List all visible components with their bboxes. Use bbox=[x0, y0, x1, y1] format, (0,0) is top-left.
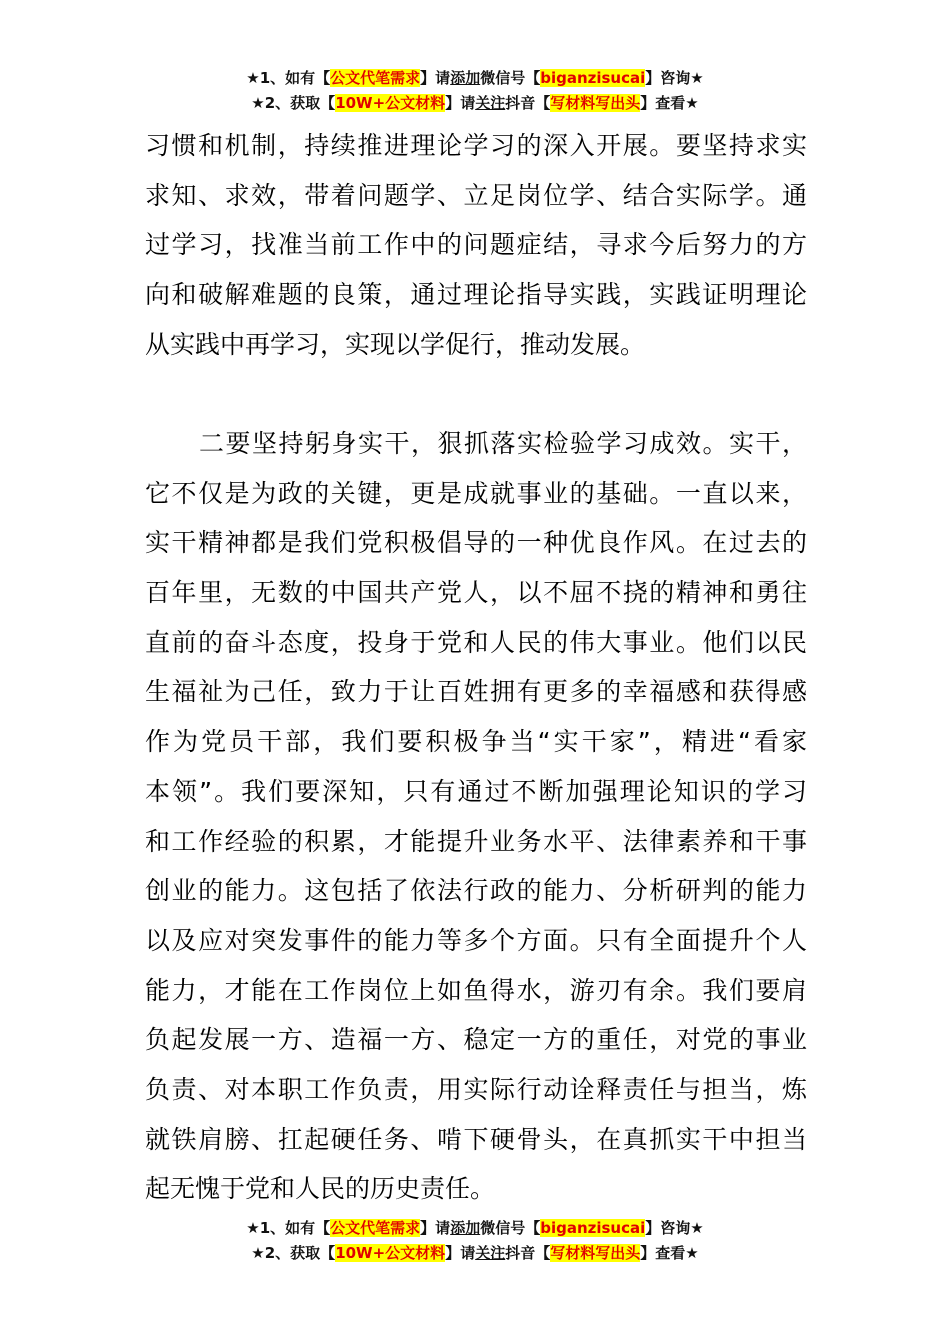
text-line: 就铁肩膀、扛起硬任务、啃下硬骨头，在真抓实干中担当 bbox=[145, 1124, 807, 1154]
text-line: 起无愧于党和人民的历史责任。 bbox=[145, 1174, 496, 1204]
text-line: 和工作经验的积累，才能提升业务水平、法律素养和干事 bbox=[145, 826, 807, 856]
text-line: 百年里，无数的中国共产党人，以不屈不挠的精神和勇往 bbox=[145, 578, 807, 608]
text-line: 本领”。我们要深知，只有通过不断加强理论知识的学习 bbox=[145, 776, 807, 806]
douyin-account: 写材料写出头 bbox=[550, 94, 641, 112]
wechat-id: biganzisucai bbox=[540, 69, 646, 87]
text-line: 直前的奋斗态度，投身于党和人民的伟大事业。他们以民 bbox=[145, 627, 807, 657]
promo-line-1: ★1、如有【公文代笔需求】请添加微信号【biganzisucai】咨询★ bbox=[246, 1219, 704, 1237]
text-line: 负责、对本职工作负责，用实际行动诠释责任与担当，炼 bbox=[145, 1074, 807, 1104]
promo-line-2: ★2、获取【10W+公文材料】请关注抖音【写材料写出头】查看★ bbox=[251, 94, 699, 112]
text-line: 能力，才能在工作岗位上如鱼得水，游刃有余。我们要肩 bbox=[145, 975, 807, 1005]
promo-line-1: ★1、如有【公文代笔需求】请添加微信号【biganzisucai】咨询★ bbox=[246, 69, 704, 87]
text-line: 以及应对突发事件的能力等多个方面。只有全面提升个人 bbox=[145, 925, 807, 955]
paragraph-1 bbox=[145, 121, 807, 369]
text-line: 过学习，找准当前工作中的问题症结，寻求今后努力的方 bbox=[145, 230, 807, 260]
promo-highlight: 公文代笔需求 bbox=[330, 69, 421, 87]
text-line: 创业的能力。这包括了依法行政的能力、分析研判的能力 bbox=[145, 876, 807, 906]
text-line: 负起发展一方、造福一方、稳定一方的重任，对党的事业 bbox=[145, 1025, 807, 1055]
paragraph-2 bbox=[145, 419, 807, 1214]
wechat-id: biganzisucai bbox=[540, 1219, 646, 1237]
text-line: 作为党员干部，我们要积极争当“实干家”，精进“看家 bbox=[145, 727, 807, 757]
text-line: 向和破解难题的良策，通过理论指导实践，实践证明理论 bbox=[145, 280, 807, 310]
douyin-account: 写材料写出头 bbox=[550, 1244, 641, 1262]
text-line: 求知、求效，带着问题学、立足岗位学、结合实际学。通 bbox=[145, 180, 807, 210]
promo-highlight: 10W+公文材料 bbox=[335, 94, 446, 112]
text-line: 它不仅是为政的关键，更是成就事业的基础。一直以来， bbox=[145, 478, 807, 508]
promo-banner-bottom bbox=[0, 1216, 950, 1266]
promo-banner-top bbox=[0, 66, 950, 116]
promo-line-2: ★2、获取【10W+公文材料】请关注抖音【写材料写出头】查看★ bbox=[251, 1244, 699, 1262]
text-line: 实干精神都是我们党积极倡导的一种优良作风。在过去的 bbox=[145, 528, 807, 558]
text-line: 习惯和机制，持续推进理论学习的深入开展。要坚持求实 bbox=[145, 131, 807, 160]
promo-highlight: 公文代笔需求 bbox=[330, 1219, 421, 1237]
text-line: 生福祉为己任，致力于让百姓拥有更多的幸福感和获得感 bbox=[145, 677, 807, 707]
text-line: 二要坚持躬身实干，狠抓落实检验学习成效。实干， bbox=[199, 429, 807, 458]
promo-highlight: 10W+公文材料 bbox=[335, 1244, 446, 1262]
text-line: 从实践中再学习，实现以学促行，推动发展。 bbox=[145, 329, 646, 359]
